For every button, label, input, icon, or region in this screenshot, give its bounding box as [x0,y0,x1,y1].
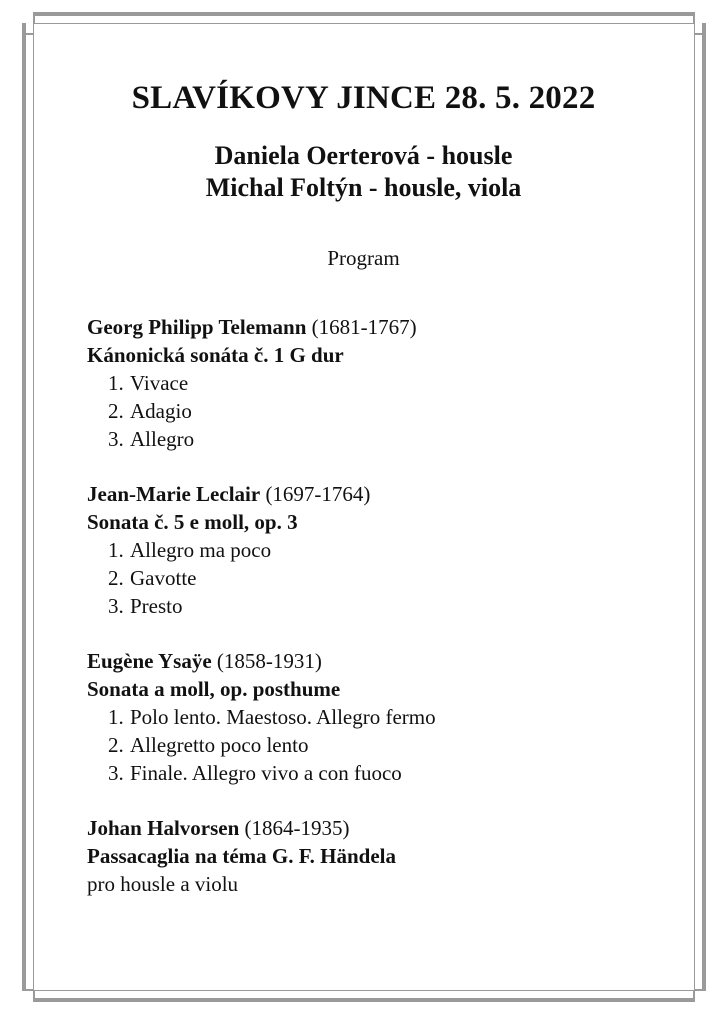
border-corner-line [22,33,33,35]
composer-name: Johan Halvorsen [87,816,240,840]
composer-line [87,814,667,842]
border-corner [22,991,33,1002]
movement: 2. Gavotte [108,566,197,590]
work-title: Sonata a moll, op. posthume [87,677,341,701]
program-list [87,313,667,925]
program-piece [87,313,667,453]
program-heading: Program [327,246,400,270]
performer-2: Michal Foltýn - housle, viola [205,173,522,202]
composer-dates: (1858-1931) [216,649,322,673]
border-corner-line [22,989,33,991]
composer-dates: (1697-1764) [265,482,371,506]
border-corner-line [33,991,35,1002]
composer-line [87,313,667,341]
movement: 3. Finale. Allegro vivo a con fuoco [108,761,402,785]
program-piece [87,480,667,620]
border-corner [695,991,706,1002]
composer-name: Georg Philipp Telemann [87,315,307,339]
movement: 3. Allegro [108,427,195,451]
movement: 1. Vivace [108,371,189,395]
movement: 2. Allegretto poco lento [108,733,309,757]
composer-line [87,480,667,508]
work-title: Passacaglia na téma G. F. Händela [87,844,396,868]
border-corner-line [695,33,706,35]
composer-name: Eugène Ysaÿe [87,649,212,673]
concert-title: SLAVÍKOVY JINCE 28. 5. 2022 [131,80,596,116]
movement: 1. Allegro ma poco [108,538,272,562]
composer-dates: (1681-1767) [311,315,417,339]
border-corner [695,12,706,23]
instrumentation-note: pro housle a violu [87,872,239,896]
performer-1: Daniela Oerterová - housle [214,141,513,170]
border-corner-line [693,12,695,23]
border-corner-line [693,991,695,1002]
border-corner-line [33,12,35,23]
border-corner [22,12,33,23]
work-title: Kánonická sonáta č. 1 G dur [87,343,344,367]
composer-line [87,647,667,675]
program-piece [87,647,667,787]
program-piece [87,814,667,898]
composer-name: Jean-Marie Leclair [87,482,261,506]
movement: 3. Presto [108,594,183,618]
composer-dates: (1864-1935) [244,816,350,840]
work-title: Sonata č. 5 e moll, op. 3 [87,510,298,534]
movement: 2. Adagio [108,399,192,423]
border-corner-line [695,989,706,991]
movement: 1. Polo lento. Maestoso. Allegro fermo [108,705,436,729]
